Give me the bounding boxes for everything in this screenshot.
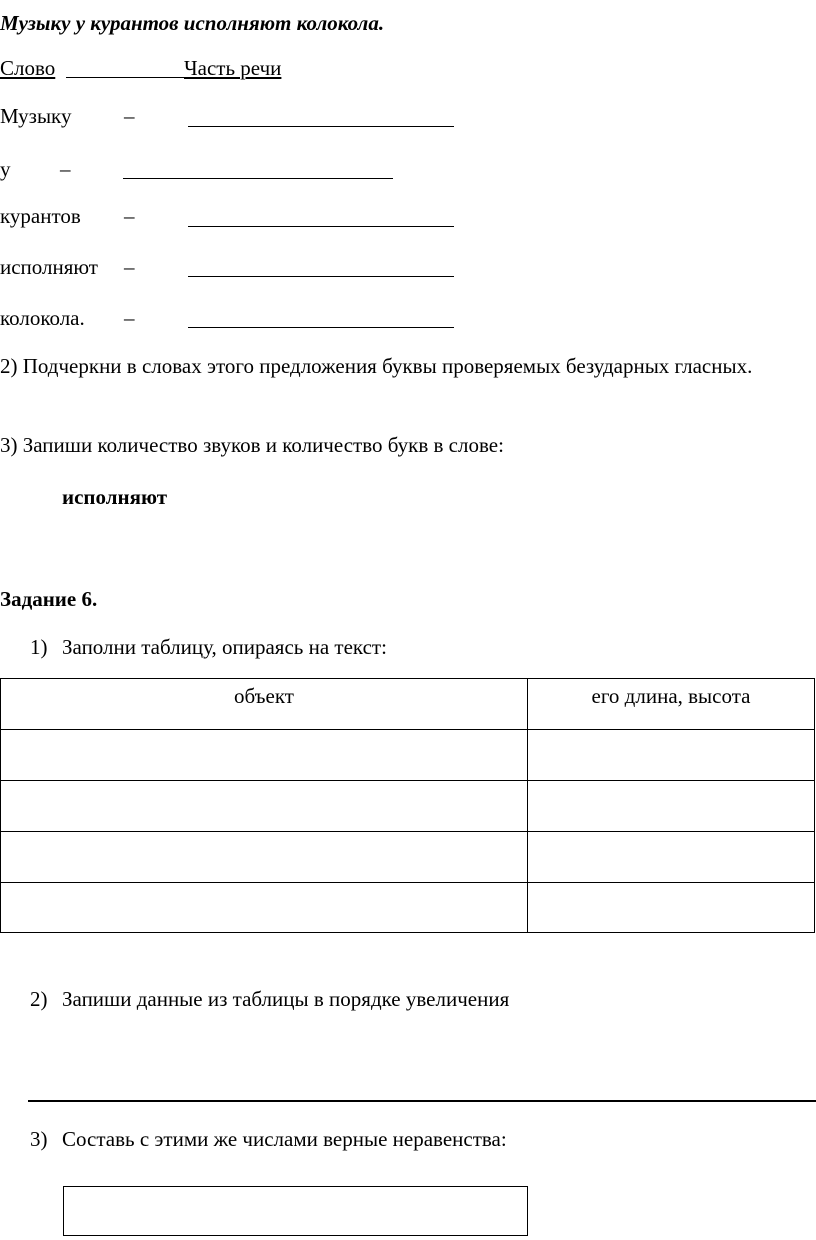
- parse-dash: –: [60, 157, 71, 181]
- table-cell[interactable]: [1, 832, 528, 883]
- list-number: 1): [30, 635, 48, 659]
- parse-word: исполняют: [0, 255, 98, 279]
- answer-blank[interactable]: [188, 226, 454, 227]
- answer-blank[interactable]: [188, 276, 454, 277]
- table-row: [1, 781, 815, 832]
- parse-word: Музыку: [0, 104, 72, 128]
- table-row: [1, 730, 815, 781]
- table-cell[interactable]: [528, 832, 815, 883]
- task-3-text: 3) Запиши количество звуков и количество букв в слове:: [0, 433, 504, 457]
- answer-blank[interactable]: [123, 178, 393, 179]
- answer-box[interactable]: [63, 1186, 528, 1236]
- assignment-6-title: Задание 6.: [0, 587, 98, 611]
- table-cell[interactable]: [1, 883, 528, 933]
- table-header-object: объект: [1, 679, 528, 730]
- table-header-row: [1, 679, 815, 730]
- parse-word: у: [0, 157, 11, 181]
- parse-dash: –: [124, 104, 135, 128]
- parse-dash: –: [124, 255, 135, 279]
- table-cell[interactable]: [528, 883, 815, 933]
- column-header-part-of-speech: Часть речи: [184, 56, 282, 80]
- parse-dash: –: [124, 306, 135, 330]
- answer-blank[interactable]: [188, 327, 454, 328]
- answer-blank[interactable]: [188, 126, 454, 127]
- list-item-text: Запиши данные из таблицы в порядке увеличения: [62, 987, 510, 1011]
- parse-word: колокола.: [0, 306, 85, 330]
- parse-word: курантов: [0, 204, 81, 228]
- table-header-length: его длина, высота: [528, 679, 815, 730]
- sentence-title: Музыку у курантов исполняют колокола.: [0, 11, 385, 35]
- list-item-text: Заполни таблицу, опираясь на текст:: [62, 635, 387, 659]
- header-underline-gap: [66, 55, 184, 78]
- table-cell[interactable]: [1, 781, 528, 832]
- parse-dash: –: [124, 204, 135, 228]
- column-header-word: Слово: [0, 56, 56, 80]
- fill-in-table: [0, 678, 815, 933]
- table-cell[interactable]: [1, 730, 528, 781]
- list-number: 2): [30, 987, 48, 1011]
- task-3-word: исполняют: [62, 485, 168, 509]
- answer-line[interactable]: [28, 1100, 816, 1102]
- table-row: [1, 883, 815, 933]
- task-2-text: 2) Подчеркни в словах этого предложения буквы проверяемых безударных гласных.: [0, 354, 753, 378]
- list-item-text: Составь с этими же числами верные неравенства:: [62, 1127, 507, 1151]
- table-cell[interactable]: [528, 781, 815, 832]
- table-cell[interactable]: [528, 730, 815, 781]
- list-number: 3): [30, 1127, 48, 1151]
- table-row: [1, 832, 815, 883]
